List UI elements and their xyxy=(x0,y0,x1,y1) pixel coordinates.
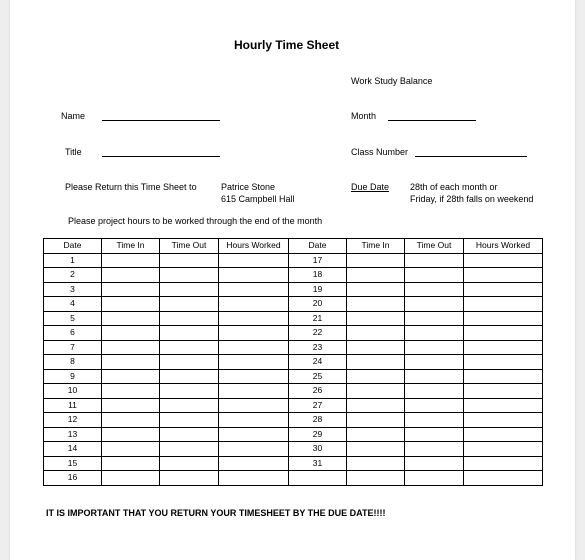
hours-worked-cell[interactable] xyxy=(219,311,289,326)
time-out-cell[interactable] xyxy=(160,326,219,341)
time-out-cell[interactable] xyxy=(405,326,464,341)
date-cell: 3 xyxy=(44,282,102,297)
date-cell: 10 xyxy=(44,384,102,399)
title-field[interactable] xyxy=(102,156,220,157)
time-out-cell[interactable] xyxy=(160,456,219,471)
date-cell: 21 xyxy=(289,311,347,326)
time-in-cell[interactable] xyxy=(347,355,405,370)
col-header-hours-worked-2: Hours Worked xyxy=(464,239,543,254)
time-in-cell[interactable] xyxy=(347,427,405,442)
table-row xyxy=(44,268,543,283)
col-header-hours-worked: Hours Worked xyxy=(219,239,289,254)
time-in-cell[interactable] xyxy=(347,268,405,283)
month-label: Month xyxy=(351,111,377,121)
time-in-cell[interactable] xyxy=(102,340,160,355)
time-in-cell[interactable] xyxy=(347,326,405,341)
time-in-cell[interactable] xyxy=(102,456,160,471)
hours-worked-cell[interactable] xyxy=(464,282,543,297)
time-in-cell[interactable] xyxy=(102,369,160,384)
title-label: Title xyxy=(65,147,82,157)
table-row xyxy=(44,442,543,457)
table-row xyxy=(44,427,543,442)
date-cell: 7 xyxy=(44,340,102,355)
hours-worked-cell[interactable] xyxy=(464,456,543,471)
col-header-date: Date xyxy=(44,239,102,254)
time-in-cell[interactable] xyxy=(347,282,405,297)
time-in-cell[interactable] xyxy=(347,297,405,312)
time-out-cell[interactable] xyxy=(405,427,464,442)
col-header-time-in-2: Time In xyxy=(347,239,405,254)
time-in-cell[interactable] xyxy=(102,384,160,399)
time-in-cell[interactable] xyxy=(102,282,160,297)
hours-worked-cell[interactable] xyxy=(464,268,543,283)
hours-worked-cell[interactable] xyxy=(464,413,543,428)
hours-worked-cell[interactable] xyxy=(219,413,289,428)
time-out-cell[interactable] xyxy=(160,369,219,384)
table-header-row xyxy=(44,239,543,254)
time-out-cell[interactable] xyxy=(405,282,464,297)
time-out-cell[interactable] xyxy=(405,456,464,471)
return-label: Please Return this Time Sheet to xyxy=(65,182,197,192)
projection-instruction: Please project hours to be worked through the end of the month xyxy=(68,216,323,226)
time-out-cell[interactable] xyxy=(160,311,219,326)
date-cell: 5 xyxy=(44,311,102,326)
timesheet-body xyxy=(44,253,543,485)
class-number-field[interactable] xyxy=(415,156,527,157)
date-cell: 12 xyxy=(44,413,102,428)
work-study-balance-label: Work Study Balance xyxy=(351,76,433,86)
hours-worked-cell[interactable] xyxy=(464,384,543,399)
date-cell: 8 xyxy=(44,355,102,370)
time-in-cell[interactable] xyxy=(102,442,160,457)
hours-worked-cell[interactable] xyxy=(464,398,543,413)
time-in-cell[interactable] xyxy=(102,413,160,428)
col-header-time-out: Time Out xyxy=(160,239,219,254)
time-in-cell[interactable] xyxy=(347,398,405,413)
class-number-label: Class Number xyxy=(351,147,409,157)
hours-worked-cell[interactable] xyxy=(464,326,543,341)
hours-worked-cell[interactable] xyxy=(219,282,289,297)
time-in-cell[interactable] xyxy=(102,311,160,326)
hours-worked-cell[interactable] xyxy=(219,369,289,384)
date-cell: 25 xyxy=(289,369,347,384)
hours-worked-cell[interactable] xyxy=(464,471,543,486)
due-date-line2: Friday, if 28th falls on weekend xyxy=(410,194,534,204)
table-row xyxy=(44,456,543,471)
time-in-cell[interactable] xyxy=(102,355,160,370)
time-out-cell[interactable] xyxy=(160,384,219,399)
time-in-cell[interactable] xyxy=(102,268,160,283)
date-cell: 31 xyxy=(289,456,347,471)
time-out-cell[interactable] xyxy=(160,297,219,312)
time-in-cell[interactable] xyxy=(347,384,405,399)
time-out-cell[interactable] xyxy=(160,427,219,442)
hours-worked-cell[interactable] xyxy=(219,398,289,413)
hours-worked-cell[interactable] xyxy=(219,268,289,283)
date-cell: 6 xyxy=(44,326,102,341)
date-cell: 1 xyxy=(44,253,102,268)
date-cell: 18 xyxy=(289,268,347,283)
time-out-cell[interactable] xyxy=(405,268,464,283)
timesheet-table xyxy=(43,238,543,486)
time-out-cell[interactable] xyxy=(160,398,219,413)
date-cell: 29 xyxy=(289,427,347,442)
due-date-line1: 28th of each month or xyxy=(410,182,498,192)
time-in-cell[interactable] xyxy=(347,442,405,457)
hours-worked-cell[interactable] xyxy=(464,340,543,355)
hours-worked-cell[interactable] xyxy=(219,442,289,457)
date-cell: 11 xyxy=(44,398,102,413)
date-cell: 4 xyxy=(44,297,102,312)
date-cell: 15 xyxy=(44,456,102,471)
timesheet-page xyxy=(10,0,575,560)
time-out-cell[interactable] xyxy=(405,413,464,428)
table-row xyxy=(44,355,543,370)
date-cell: 20 xyxy=(289,297,347,312)
table-row xyxy=(44,253,543,268)
hours-worked-cell[interactable] xyxy=(219,340,289,355)
hours-worked-cell[interactable] xyxy=(219,456,289,471)
time-out-cell[interactable] xyxy=(160,282,219,297)
date-cell: 13 xyxy=(44,427,102,442)
time-out-cell[interactable] xyxy=(160,268,219,283)
time-in-cell[interactable] xyxy=(102,326,160,341)
due-date-label: Due Date xyxy=(351,182,390,192)
time-out-cell[interactable] xyxy=(405,355,464,370)
date-cell: 2 xyxy=(44,268,102,283)
table-row xyxy=(44,326,543,341)
return-address: 615 Campbell Hall xyxy=(221,194,295,204)
date-cell: 14 xyxy=(44,442,102,457)
name-field[interactable] xyxy=(102,120,220,121)
time-in-cell[interactable] xyxy=(102,253,160,268)
time-in-cell[interactable] xyxy=(102,297,160,312)
date-cell: 9 xyxy=(44,369,102,384)
date-cell: 27 xyxy=(289,398,347,413)
hours-worked-cell[interactable] xyxy=(219,297,289,312)
time-out-cell[interactable] xyxy=(160,442,219,457)
col-header-time-out-2: Time Out xyxy=(405,239,464,254)
hours-worked-cell[interactable] xyxy=(464,355,543,370)
hours-worked-cell[interactable] xyxy=(464,427,543,442)
time-in-cell[interactable] xyxy=(347,340,405,355)
hours-worked-cell[interactable] xyxy=(219,326,289,341)
time-out-cell[interactable] xyxy=(405,311,464,326)
time-in-cell[interactable] xyxy=(102,398,160,413)
time-in-cell[interactable] xyxy=(347,456,405,471)
date-cell: 23 xyxy=(289,340,347,355)
table-row xyxy=(44,282,543,297)
hours-worked-cell[interactable] xyxy=(464,297,543,312)
time-out-cell[interactable] xyxy=(405,384,464,399)
hours-worked-cell[interactable] xyxy=(464,369,543,384)
date-cell: 16 xyxy=(44,471,102,486)
hours-worked-cell[interactable] xyxy=(219,427,289,442)
date-cell: 24 xyxy=(289,355,347,370)
date-cell: 19 xyxy=(289,282,347,297)
time-out-cell[interactable] xyxy=(160,413,219,428)
return-recipient: Patrice Stone xyxy=(221,182,276,192)
date-cell: 28 xyxy=(289,413,347,428)
time-out-cell[interactable] xyxy=(160,471,219,486)
hours-worked-cell[interactable] xyxy=(219,253,289,268)
hours-worked-cell[interactable] xyxy=(464,311,543,326)
name-label: Name xyxy=(61,111,86,121)
hours-worked-cell[interactable] xyxy=(464,253,543,268)
time-in-cell[interactable] xyxy=(102,471,160,486)
col-header-time-in: Time In xyxy=(102,239,160,254)
table-row xyxy=(44,297,543,312)
date-cell xyxy=(289,471,347,486)
date-cell: 30 xyxy=(289,442,347,457)
time-out-cell[interactable] xyxy=(405,340,464,355)
return-warning: IT IS IMPORTANT THAT YOU RETURN YOUR TIMESHEET BY THE DUE DATE!!!! xyxy=(46,508,386,518)
time-in-cell[interactable] xyxy=(347,471,405,486)
time-out-cell[interactable] xyxy=(405,297,464,312)
col-header-date-2: Date xyxy=(289,239,347,254)
time-in-cell[interactable] xyxy=(347,253,405,268)
table-row xyxy=(44,413,543,428)
table-row xyxy=(44,471,543,486)
page-title: Hourly Time Sheet xyxy=(234,38,340,52)
time-out-cell[interactable] xyxy=(160,355,219,370)
time-out-cell[interactable] xyxy=(405,369,464,384)
table-row xyxy=(44,311,543,326)
time-out-cell[interactable] xyxy=(160,253,219,268)
hours-worked-cell[interactable] xyxy=(464,442,543,457)
table-row xyxy=(44,398,543,413)
time-out-cell[interactable] xyxy=(405,253,464,268)
time-out-cell[interactable] xyxy=(160,340,219,355)
time-out-cell[interactable] xyxy=(405,398,464,413)
date-cell: 17 xyxy=(289,253,347,268)
time-in-cell[interactable] xyxy=(102,427,160,442)
table-row xyxy=(44,340,543,355)
hours-worked-cell[interactable] xyxy=(219,355,289,370)
time-out-cell[interactable] xyxy=(405,442,464,457)
date-cell: 22 xyxy=(289,326,347,341)
time-in-cell[interactable] xyxy=(347,369,405,384)
time-in-cell[interactable] xyxy=(347,413,405,428)
date-cell: 26 xyxy=(289,384,347,399)
table-row xyxy=(44,384,543,399)
time-out-cell[interactable] xyxy=(405,471,464,486)
time-in-cell[interactable] xyxy=(347,311,405,326)
table-row xyxy=(44,369,543,384)
hours-worked-cell[interactable] xyxy=(219,384,289,399)
hours-worked-cell[interactable] xyxy=(219,471,289,486)
month-field[interactable] xyxy=(388,120,476,121)
